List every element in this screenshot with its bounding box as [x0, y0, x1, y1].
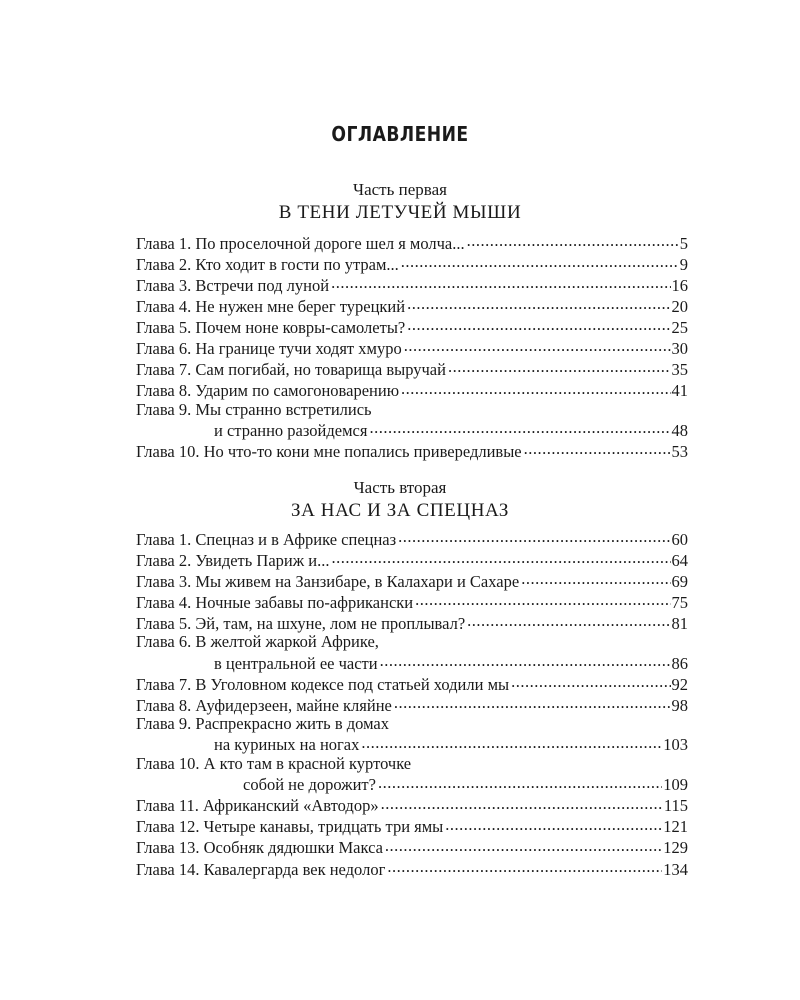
chapter-title: Распрекрасно жить в домах: [195, 714, 389, 734]
page-number: 75: [671, 592, 688, 612]
chapter-number: Глава 12.: [136, 817, 200, 837]
chapter-title: на куриных на ногах: [214, 735, 360, 755]
chapter-title: Но что-то кони мне попались привередливые: [203, 441, 522, 461]
chapter-number: Глава 6.: [136, 338, 192, 358]
chapter-title: Почем ноне ковры-самолеты?: [195, 317, 406, 337]
toc-entry[interactable]: [136, 337, 688, 358]
page-number: 16: [671, 275, 688, 295]
page-number: 20: [671, 296, 688, 316]
toc-entry[interactable]: [136, 316, 688, 337]
page-number: 5: [679, 233, 688, 253]
chapter-title: В Уголовном кодексе под статьей ходили мы: [195, 674, 510, 694]
page-number: 109: [663, 775, 688, 795]
toc-entry[interactable]: [136, 816, 688, 837]
chapter-list: [136, 232, 688, 462]
part-label: Часть вторая: [353, 478, 447, 497]
toc-entry[interactable]: [136, 612, 688, 633]
page-number: 115: [663, 796, 688, 816]
chapter-number: Глава 3.: [136, 275, 192, 295]
dot-leader: [394, 694, 671, 711]
chapter-number: Глава 4.: [136, 592, 192, 612]
toc-entry[interactable]: [136, 253, 688, 274]
entry-main-row: [136, 380, 688, 401]
page-number: 41: [671, 381, 688, 401]
entry-main-row: [136, 570, 688, 591]
page-number: 48: [671, 420, 688, 440]
dot-leader: [445, 816, 662, 833]
page-number: 53: [671, 441, 688, 461]
chapter-list: [136, 528, 688, 879]
entry-main-row: [136, 774, 688, 795]
chapter-title: А кто там в красной курточке: [203, 754, 412, 774]
toc-entry[interactable]: [136, 715, 688, 755]
dot-leader: [407, 316, 670, 333]
dot-leader: [511, 673, 670, 690]
chapter-title: Четыре канавы, тридцать три ямы: [203, 817, 444, 837]
entry-main-row: [136, 549, 688, 570]
chapter-number: Глава 3.: [136, 571, 192, 591]
entry-first-row: [136, 715, 688, 734]
dot-leader: [380, 652, 671, 669]
page-number: 64: [671, 550, 688, 570]
chapter-number: Глава 8.: [136, 695, 192, 715]
chapter-number: Глава 14.: [136, 859, 200, 879]
toc-entry[interactable]: [136, 694, 688, 715]
chapter-title: Особняк дядюшки Макса: [203, 838, 383, 858]
chapter-number: Глава 5.: [136, 317, 192, 337]
chapter-title: в центральной ее части: [214, 653, 378, 673]
page-number: 35: [671, 360, 688, 380]
chapter-title: собой не дорожит?: [243, 775, 376, 795]
dot-leader: [331, 274, 670, 291]
entry-main-row: [136, 295, 688, 316]
dot-leader: [381, 795, 663, 812]
page-number: 9: [679, 254, 688, 274]
dot-leader: [401, 253, 679, 270]
entry-main-row: [136, 734, 688, 755]
dot-leader: [524, 440, 671, 457]
chapter-number: Глава 1.: [136, 529, 192, 549]
entry-first-row: [136, 755, 688, 774]
chapter-title: Сам погибай, но товарища выручай: [195, 360, 446, 380]
chapter-number: Глава 9.: [136, 399, 192, 419]
entry-main-row: [136, 673, 688, 694]
page-number: 92: [671, 674, 688, 694]
toc-entry[interactable]: [136, 380, 688, 401]
chapter-title: На границе тучи ходят хмуро: [195, 338, 402, 358]
entry-main-row: [136, 253, 688, 274]
dot-leader: [361, 734, 662, 751]
toc-entry[interactable]: [136, 359, 688, 380]
chapter-number: Глава 9.: [136, 714, 192, 734]
toc-entry[interactable]: [136, 274, 688, 295]
page-number: 60: [671, 529, 688, 549]
dot-leader: [401, 380, 670, 397]
toc-entry[interactable]: [136, 549, 688, 570]
dot-leader: [331, 549, 670, 566]
toc-entry[interactable]: [136, 858, 688, 879]
toc-entry[interactable]: [136, 401, 688, 441]
entry-main-row: [136, 316, 688, 337]
entry-main-row: [136, 440, 688, 461]
toc-entry[interactable]: [136, 528, 688, 549]
toc-entry[interactable]: [136, 295, 688, 316]
part-title: В ТЕНИ ЛЕТУЧЕЙ МЫШИ: [278, 202, 522, 223]
page-number: 86: [671, 653, 688, 673]
chapter-title: Встречи под луной: [195, 275, 330, 295]
chapter-number: Глава 11.: [136, 796, 199, 816]
entry-main-row: [136, 795, 688, 816]
chapter-title: Ночные забавы по-африкански: [195, 592, 414, 612]
entry-main-row: [136, 591, 688, 612]
chapter-number: Глава 10.: [136, 441, 200, 461]
dot-leader: [378, 774, 662, 791]
chapter-title: Спецназ и в Африке спецназ: [195, 529, 397, 549]
toc-entry[interactable]: [136, 633, 688, 673]
page-number: 121: [663, 817, 688, 837]
dot-leader: [448, 359, 671, 376]
dot-leader: [407, 295, 670, 312]
page-number: 25: [671, 317, 688, 337]
entry-main-row: [136, 419, 688, 440]
dot-leader: [521, 570, 670, 587]
entry-main-row: [136, 612, 688, 633]
part-title: ЗА НАС И ЗА СПЕЦНАЗ: [291, 500, 509, 521]
page-number: 69: [671, 571, 688, 591]
page-number: 81: [671, 613, 688, 633]
toc-entry[interactable]: [136, 795, 688, 816]
chapter-title: Мы странно встретились: [195, 399, 372, 419]
part-label: Часть первая: [353, 180, 447, 199]
dot-leader: [398, 528, 670, 545]
toc-entry[interactable]: [136, 755, 688, 795]
chapter-number: Глава 6.: [136, 632, 192, 652]
page-title: ОГЛАВЛЕНИЕ: [331, 122, 469, 146]
chapter-title: Не нужен мне берег турецкий: [195, 296, 406, 316]
entry-main-row: [136, 359, 688, 380]
dot-leader: [415, 591, 670, 608]
chapter-number: Глава 4.: [136, 296, 192, 316]
chapter-title: Ауфидерзеен, майне кляйне: [195, 695, 392, 715]
chapter-number: Глава 8.: [136, 381, 192, 401]
dot-leader: [404, 337, 671, 354]
chapter-number: Глава 5.: [136, 613, 192, 633]
entry-main-row: [136, 694, 688, 715]
chapter-title: Увидеть Париж и...: [195, 550, 330, 570]
dot-leader: [467, 232, 679, 249]
toc-entry[interactable]: [136, 591, 688, 612]
chapter-number: Глава 2.: [136, 550, 192, 570]
toc-entry[interactable]: [136, 837, 688, 858]
dot-leader: [385, 837, 662, 854]
chapter-title: Ударим по самогоноварению: [195, 381, 400, 401]
entry-main-row: [136, 837, 688, 858]
chapter-title: Кто ходит в гости по утрам...: [195, 254, 399, 274]
entry-main-row: [136, 858, 688, 879]
entry-main-row: [136, 528, 688, 549]
chapter-title: В желтой жаркой Африке,: [195, 632, 379, 652]
dot-leader: [387, 858, 662, 875]
entry-main-row: [136, 816, 688, 837]
chapter-title: Эй, там, на шхуне, лом не проплывал?: [195, 613, 466, 633]
toc-entry[interactable]: [136, 673, 688, 694]
toc-entry[interactable]: [136, 232, 688, 253]
chapter-title: Мы живем на Занзибаре, в Калахари и Сахаре: [195, 571, 520, 591]
chapter-title: и странно разойдемся: [214, 420, 368, 440]
toc-entry[interactable]: [136, 440, 688, 461]
entry-main-row: [136, 274, 688, 295]
page-number: 98: [671, 695, 688, 715]
chapter-number: Глава 1.: [136, 233, 192, 253]
dot-leader: [467, 612, 670, 629]
entry-first-row: [136, 633, 688, 652]
chapter-number: Глава 10.: [136, 754, 200, 774]
entry-main-row: [136, 232, 688, 253]
page-number: 129: [663, 838, 688, 858]
chapter-number: Глава 13.: [136, 838, 200, 858]
chapter-number: Глава 7.: [136, 360, 192, 380]
dot-leader: [369, 419, 670, 436]
page-number: 134: [663, 859, 688, 879]
page-number: 103: [663, 735, 688, 755]
entry-main-row: [136, 652, 688, 673]
chapter-title: Кавалергарда век недолог: [203, 859, 386, 879]
toc-entry[interactable]: [136, 570, 688, 591]
chapter-number: Глава 7.: [136, 674, 192, 694]
entry-first-row: [136, 401, 688, 420]
chapter-number: Глава 2.: [136, 254, 192, 274]
chapter-title: Африканский «Автодор»: [203, 796, 379, 816]
page-number: 30: [671, 338, 688, 358]
chapter-title: По проселочной дороге шел я молча...: [195, 233, 465, 253]
entry-main-row: [136, 337, 688, 358]
